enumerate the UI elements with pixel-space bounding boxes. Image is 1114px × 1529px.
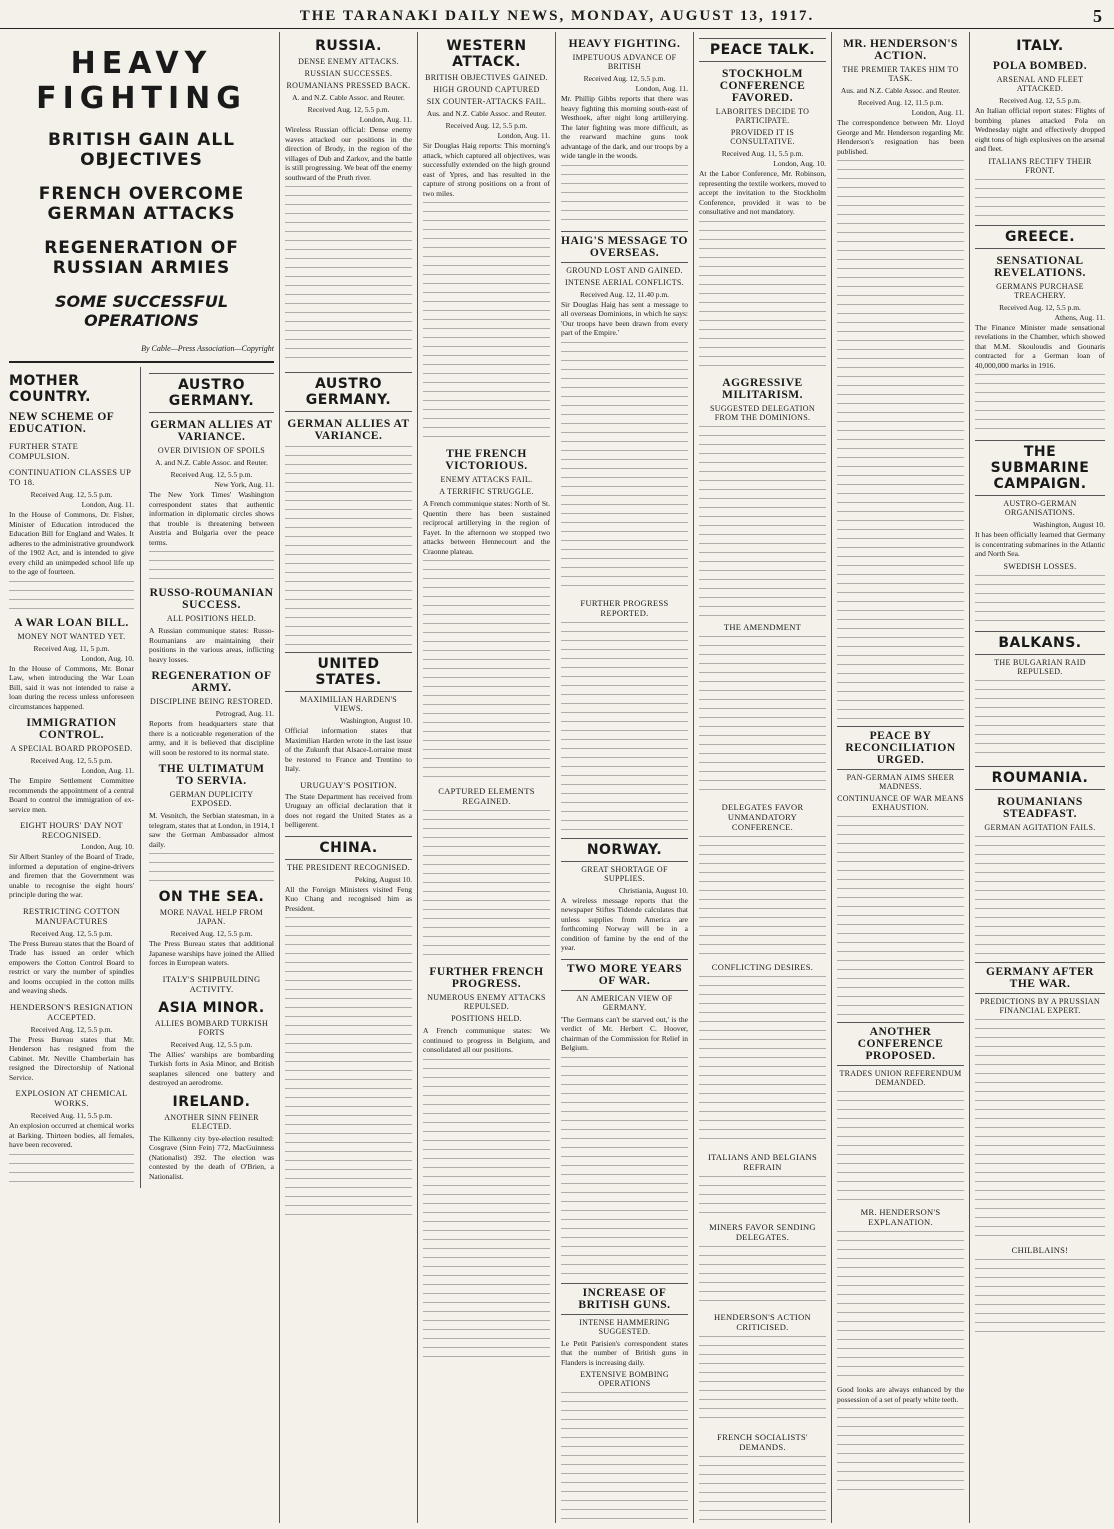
subheading: SUGGESTED DELEGATION FROM THE DOMINIONS.: [710, 403, 815, 422]
article-eight-hours: Sir Albert Stanley of the Board of Trade, informed a deputation of engine-drivers and firemen that the Government was unable to recognise the eight hours' principle during the war.: [9, 852, 134, 899]
heading-chilblains: CHILBLAINS!: [1011, 1244, 1069, 1255]
heading-further-progress: FURTHER PROGRESS REPORTED.: [580, 597, 669, 618]
text-lines: [699, 636, 826, 796]
text-lines: [699, 1336, 826, 1426]
source-line: Aus. and N.Z. Cable Assoc. and Reuter.: [426, 109, 547, 118]
text-lines: [699, 836, 826, 956]
heading-peace-reconciliation: PEACE BY RECONCILIATION URGED.: [837, 726, 964, 770]
headline-russian-armies: REGENERATION OF RUSSIAN ARMIES: [44, 238, 239, 278]
article-china: All the Foreign Ministers visited Feng Kuo Chang and recognised him as President.: [285, 884, 412, 913]
column-7: [970, 32, 1110, 1523]
article-further-french: A French communique states: We continued to progress in Belgium, and consolidated all our positions.: [423, 1026, 550, 1054]
dateline: Washington, August 10.: [340, 716, 412, 725]
article-education: In the House of Commons, Dr. Fisher, Minister of Education introduced the Education Bill for England and Wales. It adheres to the administrative groundwork of the 1902 Act, and is intended to give every child an unimpeded school life up to the age of fourteen.: [9, 510, 134, 576]
sub-german-allies: GERMAN ALLIES AT VARIANCE.: [150, 419, 273, 443]
heading-italy-shipbuilding: ITALY'S SHIPBUILDING ACTIVITY.: [162, 973, 261, 994]
article-cotton: The Press Bureau states that the Board of Trade has issued an order which empowers the Cotton Control Board to restrict or vary the number of spindles and looms occupied in the cotton mills and weaving sheds.: [9, 938, 134, 995]
article-peace: At the Labor Conference, Mr. Robinson, representing the textile workers, moved to accept the invitation to the Stockholm Conference, provided it was to be consultative and not mandatory.: [699, 169, 826, 216]
dateline: Petrograd, Aug. 11.: [215, 709, 274, 718]
column-5: [694, 32, 832, 1523]
received-line: Received Aug. 12, 5.5 p.m.: [170, 1039, 253, 1049]
text-lines: [837, 160, 964, 720]
received-line: Received Aug. 12, 5.5 p.m.: [999, 96, 1081, 105]
headline-british-gain: BRITISH GAIN ALL OBJECTIVES: [47, 130, 236, 170]
heading-captured: CAPTURED ELEMENTS REGAINED.: [438, 786, 535, 806]
received-line: Received Aug. 12, 5.5 p.m.: [445, 121, 528, 130]
text-lines: [423, 202, 550, 442]
article-haig: Sir Douglas Haig has sent a message to all overseas Dominions, in which he says: 'Our troops have been drawn from every part of the Empire.': [561, 299, 688, 337]
text-lines: [975, 1259, 1105, 1339]
subheading: SIX COUNTER-ATTACKS FAIL.: [426, 97, 547, 106]
subheading: EXTENSIVE BOMBING OPERATIONS: [580, 1370, 669, 1388]
subheading: GERMANS PURCHASE TREACHERY.: [996, 281, 1084, 300]
column-1: [4, 32, 280, 1523]
subheading: PROVIDED IT IS CONSULTATIVE.: [730, 128, 795, 146]
text-lines: [699, 1456, 826, 1524]
received-line: Received Aug. 12, 5.5 p.m.: [170, 929, 253, 938]
heading-henderson-resign: HENDERSON'S RESIGNATION ACCEPTED.: [10, 1001, 133, 1022]
subheading: A TERRIFIC STRUGGLE.: [439, 487, 534, 496]
subheading: THE PREMIER TAKES HIM TO TASK.: [842, 65, 959, 83]
heading-mother-country: MOTHER COUNTRY.: [9, 373, 91, 405]
sub-pola-bombed: POLA BOMBED.: [992, 60, 1088, 72]
subheading: PAN-GERMAN AIMS SHEER MADNESS.: [846, 773, 955, 791]
text-lines: [837, 816, 964, 1016]
heading-western-attack: WESTERN ATTACK.: [446, 38, 527, 70]
column-3: [418, 32, 556, 1523]
heading-french-socialists: FRENCH SOCIALISTS' DEMANDS.: [717, 1431, 808, 1452]
text-lines: [285, 186, 412, 366]
received-line: Received Aug. 12, 5.5 p.m.: [30, 490, 113, 499]
heading-austro-germany-2: AUSTRO GERMANY.: [285, 372, 412, 412]
subheading: INTENSE AERIAL CONFLICTS.: [565, 277, 684, 287]
article-sea: The Press Bureau states that additional Japanese warships have joined the Allied forces in European waters.: [149, 939, 274, 967]
text-lines: [561, 1057, 688, 1277]
heading-two-more-years: TWO MORE YEARS OF WAR.: [561, 959, 688, 991]
heading-italy: ITALY.: [1016, 38, 1064, 54]
dateline: London, Aug. 11.: [81, 766, 134, 775]
headline-french-overcome: FRENCH OVERCOME GERMAN ATTACKS: [38, 184, 245, 224]
dateline: Athens, Aug. 11.: [1054, 312, 1105, 322]
source-line: A. and N.Z. Cable Assoc. and Reuter.: [292, 93, 405, 102]
article-henderson-action: The correspondence between Mr. Lloyd George and Mr. Henderson regarding Mr. Henderson's resignation has been published.: [837, 118, 964, 156]
heading-united-states: UNITED STATES.: [285, 652, 412, 692]
subheading: POSITIONS HELD.: [451, 1014, 522, 1023]
subheading: THE PRESIDENT RECOGNISED.: [287, 862, 410, 872]
text-lines: [423, 810, 550, 960]
subheading: GREAT SHORTAGE OF SUPPLIES.: [581, 864, 668, 883]
text-lines: [699, 221, 826, 371]
heading-conflicting: CONFLICTING DESIRES.: [711, 961, 814, 972]
heading-ireland: IRELAND.: [172, 1093, 251, 1110]
press-credit: By Cable—Press Association—Copyright: [141, 344, 274, 353]
heading-roumania: ROUMANIA.: [975, 766, 1105, 790]
text-lines: [837, 1408, 964, 1498]
subcolumn-right: [149, 367, 274, 1188]
text-lines: [285, 917, 412, 1217]
article-russo: A Russian communique states: Russo-Roumanians are maintaining their positions in the various areas, inflicting heavy losses.: [149, 626, 274, 664]
subheading: DISCIPLINE BEING RESTORED.: [150, 697, 273, 706]
article-asia: The Allies' warships are bombarding Turkish forts in Asia Minor, and British seaplanes silenced one battery and destroyed an aerodrome.: [149, 1049, 274, 1087]
article-immigration: The Empire Settlement Committee recommends the appointment of a central Board to control the immigration of ex-service men.: [9, 776, 134, 814]
subheading: TRADES UNION REFERENDUM DEMANDED.: [839, 1069, 962, 1087]
dateline: London, Aug. 11.: [497, 131, 550, 140]
headline-successful-operations: SOME SUCCESSFUL OPERATIONS: [54, 292, 229, 330]
heading-italians-belgians: ITALIANS AND BELGIANS REFRAIN: [707, 1151, 818, 1172]
article-ireland: The Kilkenny city bye-election resulted: Cosgrave (Sinn Fein) 772, MacGuinness (Nationalist) 392. The election was contested by the death of O'Brien, a Nationalist.: [149, 1133, 274, 1181]
article-russia: Wireless Russian official: Dense enemy waves attacked our positions in the direction of Brody, in the region of the villages of Dub and Zarkov, and the battle is still progressing. We beat off the enemy southward of the Pruth river.: [285, 125, 412, 182]
heading-on-the-sea: ON THE SEA.: [158, 889, 265, 905]
text-lines: [423, 560, 550, 780]
article-explosion: An explosion occurred at chemical works at Barking. Thirteen bodies, all females, have been recovered.: [9, 1121, 134, 1149]
text-lines: [975, 374, 1105, 434]
article-us: Official information states that Maximilian Harden wrote in the last issue of the Zukunft that Alsace-Lorraine must be restored to France and Trentino to Italy.: [285, 726, 412, 773]
subheading: ALLIES BOMBARD TURKISH FORTS: [154, 1018, 269, 1037]
received-line: Received Aug. 12, 11.5 p.m.: [857, 98, 944, 107]
subheading: PREDICTIONS BY A PRUSSIAN FINANCIAL EXPERT.: [980, 996, 1100, 1015]
subheading: GERMAN DUPLICITY EXPOSED.: [169, 790, 254, 808]
text-lines: [699, 1246, 826, 1306]
lead-headline-block: [9, 46, 274, 353]
heading-aggressive-militarism: AGGRESSIVE MILITARISM.: [721, 376, 803, 401]
heading-miners: MINERS FAVOR SENDING DELEGATES.: [709, 1221, 816, 1242]
article-italy: An Italian official report states: Flights of bombing planes attacked Pola on Wednesday night and effectively dropped eight tons of high explosives on the arsenal and fleet.: [975, 106, 1105, 153]
text-lines: [285, 446, 412, 646]
subheading: IMPETUOUS ADVANCE OF BRITISH: [572, 53, 677, 71]
text-lines: [837, 1231, 964, 1381]
text-lines: [975, 179, 1105, 219]
subheading: DENSE ENEMY ATTACKS.: [298, 57, 399, 66]
article-french: A French communique states: North of St. Quentin there has been sustained reciprocal artillerying in the region of Fayet. In the afternoon we stopped two attacks between Hennecourt and the Craonne plateau.: [423, 499, 550, 556]
received-line: Received Aug. 12, 11.40 p.m.: [579, 289, 670, 299]
received-line: Received Aug. 11, 5.5 p.m.: [721, 149, 804, 158]
subheading: BRITISH OBJECTIVES GAINED.: [425, 73, 548, 82]
text-lines: [837, 1091, 964, 1201]
subheading: GERMAN AGITATION FAILS.: [984, 822, 1096, 832]
heading-further-french: FURTHER FRENCH PROGRESS.: [429, 966, 544, 990]
heading-russia: RUSSIA.: [315, 38, 382, 54]
subheading: LABORITES DECIDE TO PARTICIPATE.: [715, 107, 810, 125]
heading-cotton: RESTRICTING COTTON MANUFACTURES: [22, 905, 121, 926]
subheading: RUSSIAN SUCCESSES.: [304, 69, 393, 78]
sub-state-compulsion: FURTHER STATE COMPULSION.: [9, 441, 79, 461]
heading-another-conference: ANOTHER CONFERENCE PROPOSED.: [837, 1022, 964, 1066]
dateline: London, Aug. 10.: [773, 159, 826, 168]
sub-german-allies-2: GERMAN ALLIES AT VARIANCE.: [287, 418, 410, 442]
article-ultimatum: M. Vesnitch, the Serbian statesman, in a telegram, states that at London, in 1914, I saw the German Ambassador almost daily.: [149, 811, 274, 849]
subheading: MORE NAVAL HELP FROM JAPAN.: [159, 908, 264, 926]
text-lines: [149, 551, 274, 581]
article-norway: A wireless message reports that the newspaper Stiftes Tidende calculates that unless supplies from America are forthcoming Norway will be in a condition of famine by the end of the year.: [561, 895, 688, 952]
heading-henderson-action: MR. HENDERSON'S ACTION.: [843, 38, 958, 62]
dateline: New York, Aug. 11.: [214, 480, 274, 489]
heading-uruguay: URUGUAY'S POSITION.: [300, 779, 397, 790]
received-line: Received Aug. 11, 5 p.m.: [33, 643, 110, 653]
sub-sensational: SENSATIONAL REVELATIONS.: [994, 254, 1086, 279]
dateline: London, Aug. 11.: [81, 500, 134, 509]
heading-greece: GREECE.: [975, 225, 1105, 249]
heading-immigration: IMMIGRATION CONTROL.: [26, 717, 117, 741]
text-lines: [699, 426, 826, 616]
subheading: ENEMY ATTACKS FAIL.: [440, 475, 533, 484]
article-greece: The Finance Minister made sensational revelations in the Chamber, which showed that M.M. Skouloudis and Gounaris contracted for a German loan of 40,000,000 marks in 1916.: [975, 322, 1105, 370]
subheading: ROUMANIANS PRESSED BACK.: [286, 81, 411, 90]
received-line: Received Aug. 12, 5.5 p.m.: [30, 756, 113, 765]
divider: [9, 361, 274, 363]
heading-peace-talk: PEACE TALK.: [699, 38, 826, 62]
subheading: ALL POSITIONS HELD.: [166, 614, 257, 623]
dateline: Peking, August 10.: [354, 874, 412, 884]
article-increase-guns: Le Petit Parisien's correspondent states that the number of British guns in Flanders is increasing daily.: [561, 1338, 688, 1367]
received-line: Received Aug. 11, 5.5 p.m.: [30, 1111, 113, 1120]
masthead: [0, 6, 1114, 29]
heading-balkans: BALKANS.: [975, 631, 1105, 655]
source-line: A. and N.Z. Cable Assoc. and Reuter.: [155, 458, 268, 467]
column-6: [832, 32, 970, 1523]
text-lines: [699, 976, 826, 1146]
received-line: Received Aug. 12, 5.5 p.m.: [30, 1024, 113, 1034]
subheading: GROUND LOST AND GAINED.: [566, 265, 683, 275]
heading-haig-message: HAIG'S MESSAGE TO OVERSEAS.: [561, 231, 688, 263]
heading-explosion: EXPLOSION AT CHEMICAL WORKS.: [15, 1088, 128, 1108]
heading-henderson-explanation: MR. HENDERSON'S EXPLANATION.: [860, 1207, 941, 1227]
heading-regeneration: REGENERATION OF ARMY.: [151, 670, 272, 694]
text-lines: [975, 836, 1105, 956]
lead-subcolumns: [9, 367, 274, 1188]
subheading: OVER DIVISION OF SPOILS: [157, 446, 266, 455]
heading-russo-roumanian: RUSSO-ROUMANIAN SUCCESS.: [149, 587, 274, 611]
text-lines: [149, 853, 274, 883]
subheading: SWEDISH LOSSES.: [1003, 561, 1077, 571]
subheading: AUSTRO-GERMAN ORGANISATIONS.: [1003, 499, 1077, 517]
subcolumn-left: [9, 367, 141, 1188]
received-line: Received Aug. 12, 5.5 p.m.: [170, 470, 253, 479]
article-henderson-resign: The Press Bureau states that Mr. Henderson has resigned from the Cabinet. Mr. Neville Chamberlain has resigned the Directorship of National Service.: [9, 1034, 134, 1082]
heading-french-victorious: THE FRENCH VICTORIOUS.: [445, 448, 528, 472]
heading-germany-after-war: GERMANY AFTER THE WAR.: [975, 962, 1105, 994]
text-lines: [975, 575, 1105, 625]
article-regeneration: Reports from headquarters state that there is a noticeable regeneration of the army, and it is believed that discipline will soon be restored to its normal state.: [149, 719, 274, 757]
text-lines: [699, 1176, 826, 1216]
text-lines: [975, 680, 1105, 760]
column-2: [280, 32, 418, 1523]
sub-roumanians-steadfast: ROUMANIANS STEADFAST.: [997, 795, 1083, 820]
heading-education: NEW SCHEME OF EDUCATION.: [9, 411, 114, 435]
text-lines: [561, 622, 688, 832]
source-line: Aus. and N.Z. Cable Assoc. and Reuter.: [840, 86, 961, 95]
subheading: ITALIANS RECTIFY THEIR FRONT.: [988, 156, 1092, 175]
article-good-looks: Good looks are always enhanced by the possession of a set of pearly white teeth.: [837, 1385, 964, 1404]
heading-norway: NORWAY.: [561, 838, 688, 862]
article-western: Sir Douglas Haig reports: This morning's attack, which captured all objectives, was successfully extended on the high ground east of Ypres, and has resulted in the capture of strong positions on a front of two miles.: [423, 141, 550, 198]
sub-stockholm: STOCKHOLM CONFERENCE FAVORED.: [719, 68, 806, 104]
subheading: ARSENAL AND FLEET ATTACKED.: [996, 75, 1084, 93]
dateline: Christiania, August 10.: [618, 885, 688, 895]
subheading: THE BULGARIAN RAID REPULSED.: [994, 657, 1086, 676]
page-columns: [4, 32, 1110, 1523]
subheading: CONTINUANCE OF WAR MEANS EXHAUSTION.: [837, 794, 964, 812]
text-lines: [561, 1392, 688, 1523]
text-lines: [561, 165, 688, 225]
heading-increase-guns: INCREASE OF BRITISH GUNS.: [561, 1283, 688, 1315]
page-number: 5: [1093, 6, 1102, 26]
text-lines: [423, 1059, 550, 1359]
subheading: A SPECIAL BOARD PROPOSED.: [10, 744, 133, 753]
text-lines: [9, 581, 134, 611]
heading-china: CHINA.: [285, 836, 412, 860]
received-line: Received Aug. 12, 5.5 p.m.: [307, 105, 390, 114]
masthead-title: THE TARANAKI DAILY NEWS, MONDAY, AUGUST 13, 1917.: [299, 8, 815, 24]
article-war-loan: In the House of Commons, Mr. Bonar Law, when introducing the War Loan Bill, said it was not intended to raise a loan during the recess unless unforeseen circumstances happened.: [9, 663, 134, 711]
subheading: HIGH GROUND CAPTURED: [433, 85, 540, 94]
heading-eight-hours: EIGHT HOURS' DAY NOT RECOGNISED.: [20, 820, 123, 840]
text-lines: [561, 342, 688, 592]
subheading: ANOTHER SINN FEINER ELECTED.: [164, 1112, 259, 1131]
subheading: INTENSE HAMMERING SUGGESTED.: [579, 1317, 670, 1336]
heading-austro-germany: AUSTRO GERMANY.: [149, 373, 274, 413]
heading-delegates: DELEGATES FAVOR UNMANDATORY CONFERENCE.: [721, 801, 804, 832]
text-lines: [975, 1019, 1105, 1239]
headline-heavy-fighting: HEAVY FIGHTING: [36, 46, 247, 116]
dateline: London, Aug. 11.: [911, 108, 964, 117]
subheading: NUMEROUS ENEMY ATTACKS REPULSED.: [427, 993, 546, 1011]
heading-henderson-criticised: HENDERSON'S ACTION CRITICISED.: [714, 1311, 811, 1332]
sub-continuation: CONTINUATION CLASSES UP TO 18.: [9, 467, 131, 487]
heading-amendment: THE AMENDMENT: [723, 621, 802, 632]
received-line: Received Aug. 12, 5.5 p.m.: [30, 928, 113, 938]
article-submarine: It has been officially learned that Germany is concentrating submarines in the Atlantic and North Sea.: [975, 530, 1105, 558]
dateline: London, Aug. 11.: [635, 84, 688, 93]
article-uruguay: The State Department has received from Uruguay an official declaration that it does not regard the United States as a belligerent.: [285, 791, 412, 829]
dateline: London, Aug. 11.: [359, 115, 412, 124]
subheading: MONEY NOT WANTED YET.: [17, 631, 126, 641]
heading-war-loan: A WAR LOAN BILL.: [14, 616, 129, 629]
text-lines: [9, 1154, 134, 1184]
dateline: London, Aug. 10.: [81, 653, 134, 663]
received-line: Received Aug. 12, 5.5 p.m.: [583, 74, 666, 83]
subheading: AN AMERICAN VIEW OF GERMANY.: [576, 993, 673, 1012]
received-line: Received Aug. 12, 5.5 p.m.: [999, 302, 1081, 312]
heading-submarine-campaign: THE SUBMARINE CAMPAIGN.: [975, 440, 1105, 496]
article-two-more-years: 'The Germans can't be starved out,' is the verdict of Mr. Herbert C. Hoover, chairman of the Commission for Relief in Belgium.: [561, 1014, 688, 1052]
subheading: MAXIMILIAN HARDEN'S VIEWS.: [299, 695, 398, 713]
column-4: [556, 32, 694, 1523]
article-austro: The New York Times' Washington correspondent states that authentic information in diplomatic circles shows that trouble is threatening between Austria and Bulgaria over the peace terms.: [149, 490, 274, 547]
dateline: Washington, August 10.: [1033, 520, 1105, 529]
heading-heavy-fighting: HEAVY FIGHTING.: [568, 38, 681, 50]
article-heavy-fighting: Mr. Phillip Gibbs reports that there was heavy fighting this morning south-east of Westhoek, after night long artillerying. The later fighting was more difficult, as the rearward machine guns took advantage of the dark, and our troops by a wide tangle in the woods.: [561, 94, 688, 160]
dateline: London, Aug. 10.: [81, 842, 134, 851]
heading-ultimatum: THE ULTIMATUM TO SERVIA.: [158, 763, 265, 787]
heading-asia-minor: ASIA MINOR.: [158, 999, 265, 1016]
